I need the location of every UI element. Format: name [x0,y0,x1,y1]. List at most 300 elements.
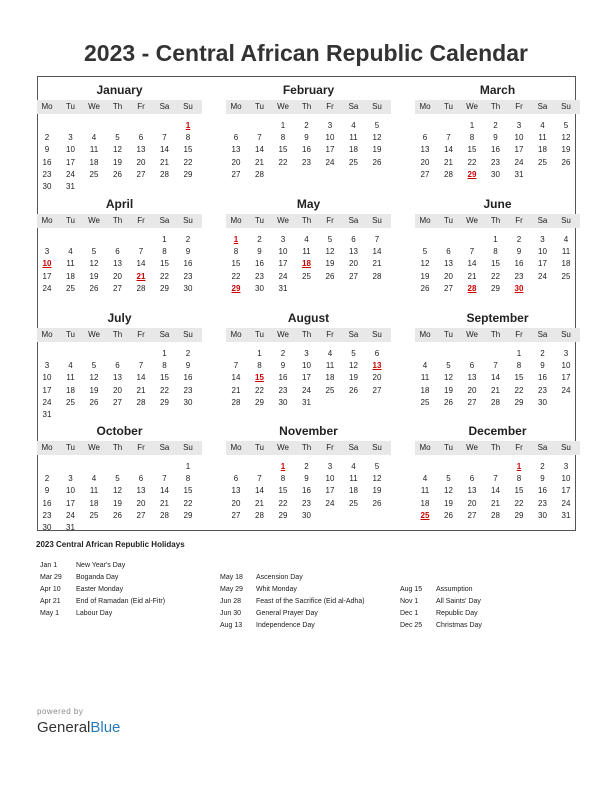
month-name: March [479,83,516,97]
day-cell: 22 [183,157,193,167]
day-cell: 22 [514,385,524,395]
weekday-label: Fr [326,443,334,452]
holiday-date: Jan 1 [40,562,58,569]
day-cell: 29 [514,397,524,407]
weekday-label: We [466,330,478,339]
weekday-label: Sa [537,330,548,339]
day-cell: 11 [302,247,311,257]
day-cell: 19 [349,373,358,383]
weekday-header [37,328,202,342]
day-cell: 18 [89,498,99,508]
day-cell: 17 [325,486,335,496]
day-cell: 2 [44,133,50,143]
day-cell: 3 [68,474,73,484]
day-cell: 12 [444,373,453,383]
weekday-label: Mo [230,443,242,452]
day-cell: 13 [349,247,358,257]
day-cell: 11 [420,373,430,383]
day-cell: 18 [561,259,571,269]
day-cell: 20 [113,385,122,395]
weekday-label: We [466,443,478,452]
day-cell: 7 [493,474,498,484]
day-cell: 4 [540,121,545,130]
day-cell: 2 [304,462,309,471]
day-cell: 8 [469,133,475,143]
day-cell: 13 [231,486,241,496]
day-cell: 12 [113,486,122,496]
day-cell: 15 [514,486,524,496]
day-cell: 17 [66,498,75,508]
day-cell: 9 [540,361,545,371]
day-cell: 11 [349,133,358,143]
day-cell: 17 [66,157,75,167]
day-cell: 7 [493,361,498,371]
day-cell: 12 [561,133,571,143]
day-cell: 10 [561,474,571,484]
weekday-label: Su [561,443,571,452]
day-cell: 14 [136,259,146,269]
day-cell: 14 [160,486,169,496]
weekday-label: Sa [348,443,359,452]
day-cell: 20 [136,157,146,167]
day-cell: 23 [302,157,311,167]
day-cell: 9 [516,247,522,257]
weekday-label: Sa [159,102,170,111]
day-cell: 8 [493,247,498,257]
holiday-name: All Saints' Day [436,598,481,605]
day-cell: 25 [89,510,99,520]
holiday-date: May 18 [220,574,243,581]
day-cell: 28 [160,510,169,520]
weekday-label: Su [372,216,382,225]
day-cell: 30 [42,182,52,191]
weekday-label: Tu [65,102,76,111]
day-cell: 12 [444,486,453,496]
day-cell: 28 [491,397,500,407]
day-cell: 23 [278,385,288,395]
day-cell: 27 [113,397,122,407]
day-cell: 13 [136,486,146,496]
day-cell: 18 [349,145,358,155]
day-cell: 3 [280,235,286,244]
weekday-label: Th [301,216,312,225]
day-cell: 24 [42,397,52,407]
day-cell: 10 [514,133,524,143]
day-cell: 21 [372,259,382,269]
day-cell: 7 [257,133,262,143]
holiday-name: Ascension Day [256,574,303,581]
day-cell: 10 [42,373,52,383]
day-cell: 29 [183,169,193,179]
day-cell: 11 [420,486,430,496]
day-cell: 21 [255,157,264,167]
holiday-date: Dec 25 [400,622,423,629]
weekday-header [37,100,202,114]
day-cell: 11 [89,145,99,155]
day-cell: 23 [183,385,193,395]
holiday-date: Dec 1 [400,610,419,617]
day-cell: 5 [563,121,569,130]
day-cell: 8 [162,361,167,371]
day-cell: 13 [467,486,477,496]
day-cell: 29 [278,510,288,520]
holiday-date: Apr 10 [40,586,61,593]
day-cell: 7 [257,474,262,484]
weekday-label: Th [301,102,312,111]
month-name: August [287,311,330,325]
day-cell: 7 [446,133,451,143]
weekday-label: Su [561,216,571,225]
holiday-name: Easter Monday [76,586,124,593]
day-cell: 19 [89,385,99,395]
weekday-label: Th [301,443,312,452]
day-cell: 2 [540,349,545,358]
weekday-label: Fr [137,443,145,452]
day-cell: 28 [444,169,453,179]
weekday-label: Th [112,443,123,452]
day-cell: 13 [136,145,146,155]
day-cell: 21 [491,385,500,395]
weekday-label: Tu [443,102,454,111]
holiday-day-cell: 18 [302,259,311,269]
day-cell: 25 [325,385,335,395]
day-cell: 4 [304,235,309,244]
weekday-label: Th [301,330,312,339]
day-cell: 27 [231,169,241,179]
day-cell: 5 [351,349,356,358]
day-cell: 31 [42,410,52,419]
weekday-label: Su [372,443,382,452]
holiday-date: Aug 15 [400,586,423,593]
day-cell: 27 [420,169,430,179]
day-cell: 3 [44,247,50,257]
day-cell: 16 [302,145,311,155]
holiday-day-cell: 28 [467,283,477,293]
weekday-label: We [277,216,289,225]
weekday-label: Su [372,102,382,111]
day-cell: 10 [538,247,547,257]
weekday-label: Su [183,216,193,225]
day-cell: 7 [233,361,239,371]
weekday-label: We [88,102,100,111]
day-cell: 24 [325,498,335,508]
weekday-label: Sa [159,216,170,225]
day-cell: 4 [351,121,356,130]
day-cell: 29 [491,283,500,293]
weekday-label: Tu [65,443,76,452]
day-cell: 5 [446,474,451,484]
day-cell: 9 [257,247,262,257]
day-cell: 25 [349,498,358,508]
holiday-name: Assumption [436,586,473,593]
day-cell: 19 [113,498,122,508]
day-cell: 26 [444,510,453,520]
day-cell: 14 [491,486,500,496]
day-cell: 25 [302,271,311,281]
day-cell: 30 [183,283,193,293]
day-cell: 16 [538,373,547,383]
day-cell: 3 [563,349,569,358]
weekday-label: Fr [326,102,334,111]
day-cell: 17 [42,385,52,395]
weekday-label: Sa [537,102,548,111]
day-cell: 20 [467,498,477,508]
day-cell: 17 [325,145,335,155]
day-cell: 23 [514,271,524,281]
day-cell: 19 [372,486,382,496]
day-cell: 25 [66,283,75,293]
day-cell: 26 [349,385,358,395]
day-cell: 30 [42,523,52,532]
day-cell: 12 [325,247,335,257]
day-cell: 11 [538,133,547,143]
day-cell: 12 [89,259,99,269]
weekday-label: We [88,216,100,225]
day-cell: 4 [68,247,73,257]
day-cell: 4 [422,361,428,371]
day-cell: 22 [514,498,524,508]
day-cell: 30 [538,510,547,520]
day-cell: 8 [185,474,191,484]
day-cell: 27 [136,510,146,520]
holiday-name: Feast of the Sacrifice (Eid al-Adha) [256,598,365,605]
weekday-label: Fr [137,330,145,339]
day-cell: 31 [302,397,311,407]
powered-by-text: powered by [37,707,84,716]
weekday-label: Tu [443,216,454,225]
weekday-label: Su [183,102,193,111]
day-cell: 6 [115,361,120,371]
day-cell: 28 [231,397,241,407]
day-cell: 11 [561,247,571,257]
day-cell: 6 [374,349,380,358]
day-cell: 16 [42,157,52,167]
day-cell: 21 [136,385,146,395]
day-cell: 31 [514,169,524,179]
day-cell: 15 [467,145,477,155]
day-cell: 29 [160,397,169,407]
day-cell: 19 [444,385,453,395]
day-cell: 15 [160,373,169,383]
weekday-label: Su [183,443,193,452]
weekday-label: Sa [159,443,170,452]
day-cell: 27 [113,283,122,293]
day-cell: 1 [257,349,262,358]
day-cell: 27 [349,271,358,281]
day-cell: 7 [374,235,380,244]
day-cell: 6 [138,133,144,143]
weekday-label: Tu [254,443,265,452]
day-cell: 30 [538,397,547,407]
day-cell: 14 [160,145,169,155]
day-cell: 14 [467,259,477,269]
holiday-day-cell: 10 [42,259,52,269]
day-cell: 20 [349,259,358,269]
day-cell: 26 [325,271,335,281]
day-cell: 14 [491,373,500,383]
month-name: July [107,311,132,325]
weekday-header [415,441,580,455]
holiday-day-cell: 30 [514,283,524,293]
day-cell: 22 [491,271,500,281]
day-cell: 31 [66,182,75,191]
holiday-day-cell: 1 [516,462,522,471]
day-cell: 3 [327,462,333,471]
month-name: October [96,424,143,438]
day-cell: 24 [514,157,524,167]
weekday-label: Th [112,102,123,111]
day-cell: 6 [422,133,428,143]
day-cell: 3 [540,235,545,244]
day-cell: 11 [89,486,99,496]
day-cell: 1 [162,235,167,244]
day-cell: 10 [561,361,571,371]
weekday-label: Fr [326,330,334,339]
weekday-label: Mo [230,102,242,111]
day-cell: 27 [444,283,453,293]
day-cell: 14 [444,145,453,155]
day-cell: 1 [185,462,191,471]
day-cell: 12 [372,474,382,484]
day-cell: 26 [420,283,430,293]
day-cell: 22 [160,271,169,281]
day-cell: 17 [278,259,288,269]
day-cell: 17 [514,145,524,155]
holiday-date: Apr 21 [40,598,61,605]
day-cell: 23 [183,271,193,281]
day-cell: 5 [115,133,120,143]
day-cell: 30 [278,397,288,407]
day-cell: 18 [420,385,430,395]
holiday-day-cell: 15 [255,373,264,383]
weekday-label: Sa [537,216,548,225]
weekday-label: Th [112,330,123,339]
day-cell: 9 [540,474,545,484]
day-cell: 20 [136,498,146,508]
weekday-label: Th [490,102,501,111]
weekday-label: Fr [137,102,145,111]
day-cell: 31 [66,523,75,532]
weekday-label: Tu [443,443,454,452]
day-cell: 13 [113,373,122,383]
day-cell: 11 [325,361,335,371]
day-cell: 29 [255,397,264,407]
month-name: June [483,197,512,211]
day-cell: 14 [231,373,241,383]
day-cell: 21 [231,385,241,395]
day-cell: 26 [372,498,382,508]
day-cell: 3 [327,121,333,130]
weekday-label: Mo [419,102,431,111]
day-cell: 19 [444,498,453,508]
day-cell: 3 [516,121,522,130]
brand-logo[interactable] [37,719,120,736]
weekday-label: Tu [254,216,265,225]
holiday-day-cell: 29 [467,169,477,179]
day-cell: 7 [138,361,144,371]
day-cell: 30 [491,169,500,179]
day-cell: 29 [183,510,193,520]
day-cell: 16 [302,486,311,496]
day-cell: 2 [185,235,191,244]
day-cell: 20 [231,157,241,167]
day-cell: 8 [162,247,167,257]
day-cell: 16 [278,373,288,383]
day-cell: 15 [491,259,500,269]
day-cell: 19 [372,145,382,155]
day-cell: 6 [469,361,475,371]
day-cell: 18 [89,157,99,167]
day-cell: 15 [514,373,524,383]
day-cell: 8 [233,247,239,257]
day-cell: 5 [327,235,333,244]
day-cell: 16 [183,373,193,383]
day-cell: 5 [422,247,428,257]
day-cell: 7 [162,474,167,484]
holiday-day-cell: 1 [185,121,191,130]
day-cell: 8 [516,474,522,484]
day-cell: 21 [160,498,169,508]
day-cell: 6 [351,235,356,244]
holiday-name: End of Ramadan (Eid al-Fitr) [76,598,166,605]
day-cell: 28 [255,169,264,179]
day-cell: 18 [420,498,430,508]
day-cell: 17 [538,259,547,269]
day-cell: 21 [160,157,169,167]
day-cell: 21 [467,271,477,281]
day-cell: 2 [257,235,262,244]
day-cell: 10 [325,133,335,143]
day-cell: 11 [349,474,358,484]
holiday-date: May 1 [40,610,60,617]
day-cell: 19 [420,271,430,281]
weekday-label: Fr [515,443,523,452]
day-cell: 23 [538,385,547,395]
day-cell: 22 [255,385,264,395]
weekday-label: Fr [515,330,523,339]
weekday-label: Th [112,216,123,225]
day-cell: 30 [183,397,193,407]
day-cell: 5 [374,121,380,130]
weekday-label: We [277,330,289,339]
day-cell: 6 [233,133,239,143]
day-cell: 2 [516,235,522,244]
day-cell: 22 [231,271,241,281]
day-cell: 27 [372,385,382,395]
day-cell: 27 [467,510,477,520]
weekday-label: Fr [137,216,145,225]
day-cell: 21 [491,498,500,508]
day-cell: 2 [493,121,498,130]
day-cell: 7 [162,133,167,143]
weekday-header [226,214,391,228]
holiday-day-cell: 1 [233,235,239,244]
weekday-label: Su [561,102,571,111]
weekday-label: We [466,102,478,111]
day-cell: 12 [420,259,430,269]
day-cell: 24 [66,510,75,520]
day-cell: 1 [516,349,522,358]
day-cell: 31 [278,283,288,293]
day-cell: 20 [231,498,241,508]
day-cell: 18 [66,271,75,281]
day-cell: 5 [446,361,451,371]
page-title: 2023 - Central African Republic Calendar [84,40,528,66]
holiday-name: Boganda Day [76,574,119,581]
day-cell: 18 [66,385,75,395]
day-cell: 12 [349,361,358,371]
month-name: April [105,197,134,211]
